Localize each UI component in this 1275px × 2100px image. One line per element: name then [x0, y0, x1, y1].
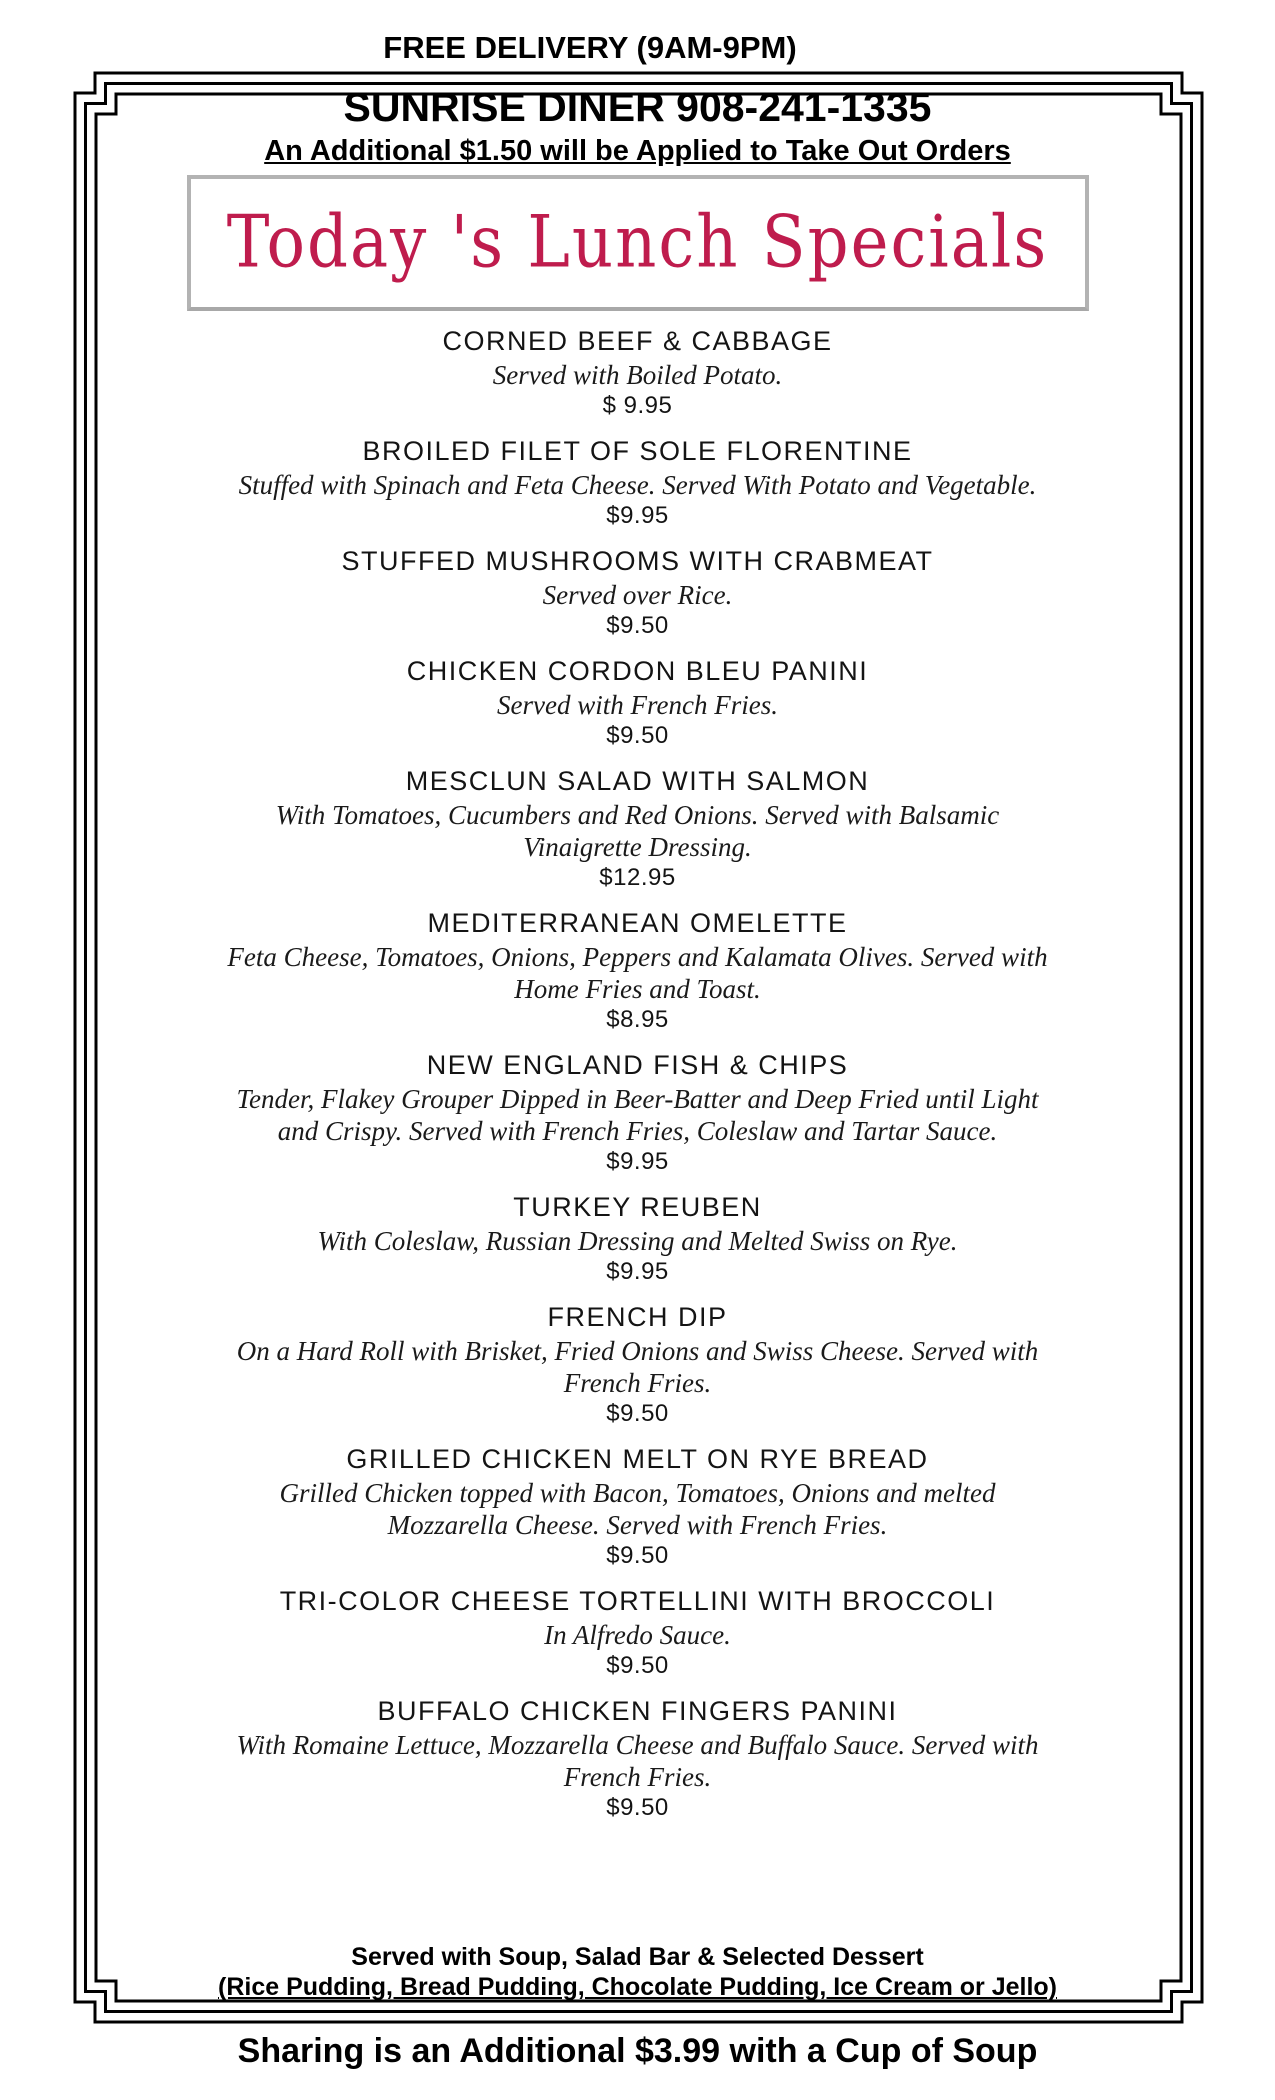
- item-price: $9.50: [606, 1400, 669, 1428]
- item-description: Stuffed with Spinach and Feta Cheese. Served With Potato and Vegetable.: [238, 470, 1037, 501]
- item-description: Tender, Flakey Grouper Dipped in Beer-Batter and Deep Fried until Light and Crispy. Served with French Fries, Coleslaw and Tartar Sauce.: [236, 1084, 1039, 1147]
- item-name: MESCLUN SALAD WITH SALMON: [405, 766, 870, 797]
- menu-items-list: [96, 323, 1179, 1823]
- menu-item: [96, 433, 1179, 531]
- menu-item: [96, 905, 1179, 1035]
- item-price: $9.50: [606, 1542, 669, 1570]
- menu-item: [96, 1583, 1179, 1681]
- item-price: $9.95: [606, 1148, 669, 1176]
- item-name: FRENCH DIP: [547, 1302, 728, 1333]
- footer-dessert-note: (Rice Pudding, Bread Pudding, Chocolate Pudding, Ice Cream or Jello): [218, 1973, 1057, 2001]
- menu-item: [96, 323, 1179, 421]
- menu-item: [96, 1189, 1179, 1287]
- menu-page: [96, 84, 1179, 1835]
- item-price: $12.95: [599, 864, 676, 892]
- item-price: $8.95: [606, 1006, 669, 1034]
- item-description: With Tomatoes, Cucumbers and Red Onions. Served with Balsamic Vinaigrette Dressing.: [275, 800, 1000, 863]
- sharing-surcharge-note: Sharing is an Additional $3.99 with a Cup of Soup: [237, 2032, 1038, 2070]
- item-description: Served with Boiled Potato.: [492, 360, 783, 391]
- item-name: NEW ENGLAND FISH & CHIPS: [426, 1050, 849, 1081]
- diner-name-phone: SUNRISE DINER 908-241-1335: [343, 84, 932, 130]
- item-description: With Romaine Lettuce, Mozzarella Cheese and Buffalo Sauce. Served with French Fries.: [236, 1730, 1039, 1793]
- footer-included-note: Served with Soup, Salad Bar & Selected Dessert: [351, 1943, 924, 1971]
- item-name: CORNED BEEF & CABBAGE: [442, 326, 833, 357]
- item-name: CHICKEN CORDON BLEU PANINI: [406, 656, 869, 687]
- menu-item: [96, 1441, 1179, 1571]
- item-price: $9.50: [606, 612, 669, 640]
- item-description: In Alfredo Sauce.: [544, 1620, 731, 1651]
- item-name: STUFFED MUSHROOMS WITH CRABMEAT: [341, 546, 934, 577]
- specials-title: Today 's Lunch Specials: [226, 201, 1049, 285]
- item-description: On a Hard Roll with Brisket, Fried Onions and Swiss Cheese. Served with French Fries.: [236, 1336, 1039, 1399]
- item-name: GRILLED CHICKEN MELT ON RYE BREAD: [346, 1444, 929, 1475]
- item-description: Served with French Fries.: [497, 690, 778, 721]
- item-description: Feta Cheese, Tomatoes, Onions, Peppers and Kalamata Olives. Served with Home Fries and Toast.: [227, 942, 1048, 1005]
- menu-item: [96, 653, 1179, 751]
- free-delivery-banner: FREE DELIVERY (9AM-9PM): [383, 30, 797, 65]
- item-name: BROILED FILET OF SOLE FLORENTINE: [362, 436, 913, 467]
- item-description: Served over Rice.: [542, 580, 733, 611]
- menu-item: [96, 763, 1179, 893]
- takeout-surcharge-note: An Additional $1.50 will be Applied to Take Out Orders: [264, 135, 1011, 168]
- item-name: MEDITERRANEAN OMELETTE: [427, 908, 848, 939]
- item-price: $9.50: [606, 1794, 669, 1822]
- specials-title-box: [187, 175, 1089, 311]
- footer-notes: [0, 1942, 1275, 2002]
- item-name: TURKEY REUBEN: [513, 1192, 762, 1223]
- menu-item: [96, 543, 1179, 641]
- item-description: Grilled Chicken topped with Bacon, Tomatoes, Onions and melted Mozzarella Cheese. Served with French Fries.: [279, 1478, 996, 1541]
- menu-item: [96, 1299, 1179, 1429]
- item-price: $9.95: [606, 1258, 669, 1286]
- item-description: With Coleslaw, Russian Dressing and Melted Swiss on Rye.: [317, 1226, 958, 1257]
- item-name: BUFFALO CHICKEN FINGERS PANINI: [377, 1696, 898, 1727]
- item-name: TRI-COLOR CHEESE TORTELLINI WITH BROCCOLI: [279, 1586, 996, 1617]
- item-price: $9.50: [606, 722, 669, 750]
- item-price: $ 9.95: [602, 392, 673, 420]
- menu-item: [96, 1047, 1179, 1177]
- menu-item: [96, 1693, 1179, 1823]
- item-price: $9.95: [606, 502, 669, 530]
- item-price: $9.50: [606, 1652, 669, 1680]
